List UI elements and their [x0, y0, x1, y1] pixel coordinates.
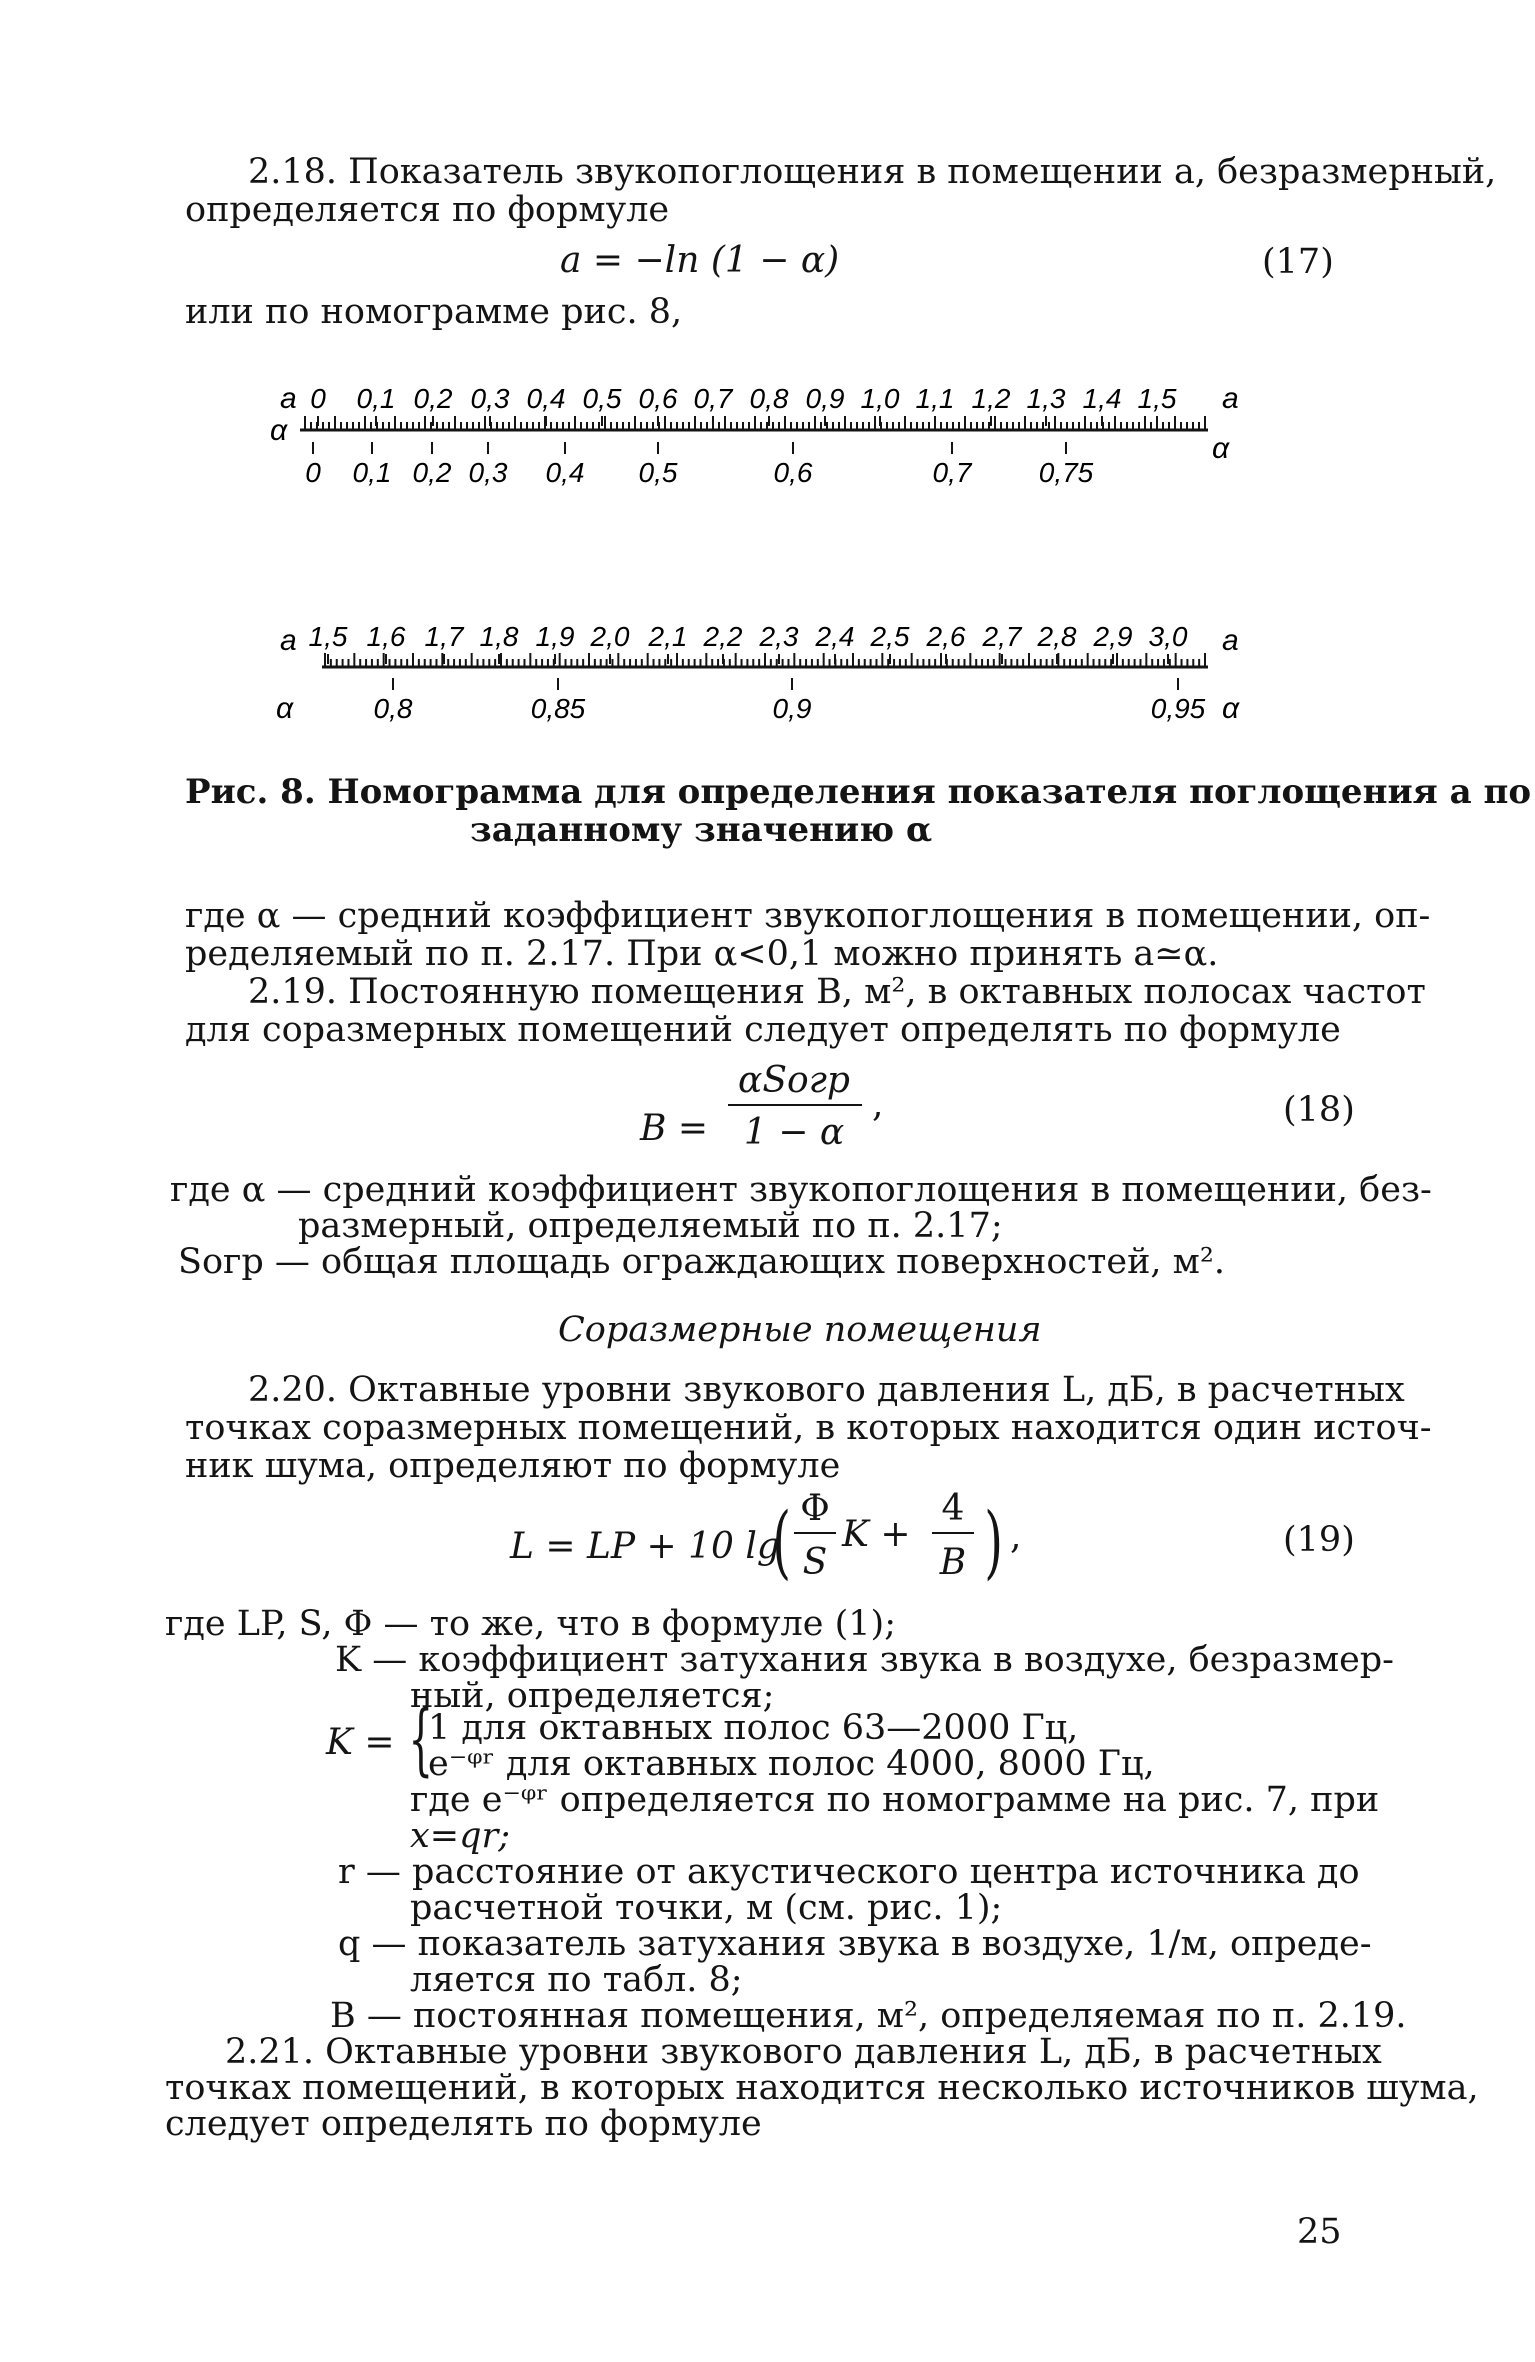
row2-top-label: 1,5: [308, 621, 348, 652]
page-number: 25: [1297, 2212, 1342, 2252]
row1-bottom-label: 0,1: [352, 457, 392, 488]
row1-bottom-label: 0,5: [638, 457, 678, 488]
row1-top-label: 0,5: [582, 383, 622, 414]
row2-top-label: 1,6: [366, 621, 406, 652]
p218-line2: определяется по формуле: [185, 190, 670, 230]
p220-where-r-b: расчетной точки, м (см. рис. 1);: [410, 1888, 1003, 1928]
formula-18-denominator: 1 − α: [743, 1112, 845, 1153]
row2-top-label: 2,3: [759, 621, 799, 652]
k-case2: e⁻ᵠʳ для октавных полос 4000, 8000 Гц,: [428, 1744, 1155, 1784]
row2-bottom-label: 0,85: [530, 693, 586, 724]
row2-bottom-label: 0,9: [772, 693, 812, 724]
p220-where-r-a: r — расстояние от акустического центра источника до: [338, 1852, 1360, 1892]
row2-bottom-label: 0,95: [1150, 693, 1206, 724]
row1-bottom-label: 0,3: [468, 457, 508, 488]
row2-top-label: 1,8: [479, 621, 519, 652]
formula-19-f2-denominator: B: [939, 1542, 967, 1583]
p220-where-b: B — постоянная помещения, м², определяемая по п. 2.19.: [330, 1996, 1407, 2036]
row2-top-label: 2,2: [703, 621, 743, 652]
row1-top-label: 0,8: [749, 383, 789, 414]
p221-line2: точках помещений, в которых находится несколько источников шума,: [165, 2068, 1479, 2108]
formula-18-fraction-bar: [728, 1104, 862, 1106]
k-cases-brace: {: [408, 1695, 434, 1785]
after-fig-line1: где α — средний коэффициент звукопоглощения в помещении, оп-: [185, 896, 1431, 936]
formula-17: a = −ln (1 − α): [560, 240, 840, 281]
nomogram: [0, 370, 1535, 770]
formula-18-numerator: αSогр: [738, 1060, 850, 1101]
p220-where-lp: где LP, S, Φ — то же, что в формуле (1);: [165, 1604, 896, 1644]
eqno-19: (19): [1283, 1520, 1355, 1560]
row2-top-label: 3,0: [1148, 621, 1188, 652]
formula-19-mid: K +: [842, 1514, 911, 1555]
row2-bottom-label: 0,8: [373, 693, 413, 724]
nomogram-scale-2: [276, 621, 1240, 725]
row2-top-end: a: [1222, 624, 1239, 657]
row1-top-end: a: [1222, 382, 1239, 415]
p219-line2: для соразмерных помещений следует определять по формуле: [185, 1010, 1341, 1050]
row1-top-label: 1,4: [1082, 383, 1122, 414]
p219-where1b: размерный, определяемый по п. 2.17;: [298, 1206, 1003, 1246]
formula-19-f2-bar: [932, 1532, 974, 1534]
row1-top-label: 1,2: [971, 383, 1011, 414]
formula-19-lhs: L = LP + 10 lg: [510, 1526, 780, 1567]
row2-top-label: 2,5: [870, 621, 910, 652]
row2-bottom-letter: α: [276, 692, 294, 725]
row2-top-label: 2,1: [648, 621, 688, 652]
p221-line3: следует определять по формуле: [165, 2104, 762, 2144]
row1-top-label: 1,5: [1137, 383, 1177, 414]
row1-top-label: 1,1: [915, 383, 955, 414]
formula-19-f1-bar: [794, 1532, 836, 1534]
after-fig-line2: ределяемый по п. 2.17. При α<0,1 можно принять a≃α.: [185, 934, 1219, 974]
p219-where1a: где α — средний коэффициент звукопоглощения в помещении, без-: [170, 1170, 1432, 1210]
row2-top-label: 1,7: [424, 621, 464, 652]
row1-bottom-label: 0,75: [1038, 457, 1094, 488]
formula-19-f1-denominator: S: [802, 1542, 828, 1583]
row1-top-label: 0,1: [356, 383, 396, 414]
row2-top-label: 2,9: [1093, 621, 1133, 652]
formula-19-paren-right: ): [984, 1495, 1003, 1588]
formula-18-comma: ,: [872, 1084, 884, 1125]
row1-top-label: 0,4: [526, 383, 566, 414]
p220-line3: ник шума, определяют по формуле: [185, 1446, 841, 1486]
p220-line2: точках соразмерных помещений, в которых находится один источ-: [185, 1408, 1432, 1448]
p220-where-q-b: ляется по табл. 8;: [410, 1960, 743, 2000]
figure-caption-line1: Рис. 8. Номограмма для определения показателя поглощения a по: [185, 772, 1532, 812]
row1-top-letter: a: [280, 382, 297, 415]
k-case1: 1 для октавных полос 63—2000 Гц,: [428, 1708, 1079, 1748]
row2-top-letter: a: [280, 624, 297, 657]
row1-bottom-label: 0,4: [545, 457, 585, 488]
section-title: Соразмерные помещения: [558, 1310, 1042, 1350]
formula-19-paren-left: (: [772, 1495, 791, 1588]
p218-line1: 2.18. Показатель звукопоглощения в помещении a, безразмерный,: [248, 152, 1497, 192]
row1-bottom-label: 0: [305, 457, 321, 488]
p219-line1: 2.19. Постоянную помещения B, м², в октавных полосах частот: [248, 972, 1426, 1012]
row2-top-label: 2,6: [926, 621, 966, 652]
k-cases-lhs: K =: [326, 1722, 395, 1763]
row2-top-label: 2,4: [815, 621, 855, 652]
row1-top-label: 1,3: [1026, 383, 1066, 414]
row1-bottom-end: α: [1212, 432, 1230, 465]
row1-bottom-letter: α: [270, 414, 288, 447]
p221-line1: 2.21. Октавные уровни звукового давления L, дБ, в расчетных: [225, 2032, 1382, 2072]
row1-bottom-label: 0,2: [412, 457, 452, 488]
row1-top-label: 0,6: [638, 383, 678, 414]
figure-caption-line2: заданному значению α: [470, 810, 933, 850]
row1-top-label: 0: [310, 383, 326, 414]
row1-top-label: 0,2: [413, 383, 453, 414]
p220-where-e-a: где e⁻ᵠʳ определяется по номограмме на рис. 7, при: [410, 1780, 1380, 1820]
row1-bottom-label: 0,6: [773, 457, 813, 488]
row2-top-label: 1,9: [535, 621, 575, 652]
formula-18-lhs: B =: [640, 1108, 709, 1149]
p218-line3: или по номограмме рис. 8,: [185, 292, 683, 332]
eqno-17: (17): [1262, 242, 1334, 282]
row1-top-label: 0,3: [470, 383, 510, 414]
row1-top-label: 1,0: [860, 383, 900, 414]
formula-19-f1-numerator: Φ: [800, 1488, 830, 1529]
row1-top-label: 0,7: [693, 383, 733, 414]
row2-top-label: 2,7: [982, 621, 1022, 652]
p220-line1: 2.20. Октавные уровни звукового давления L, дБ, в расчетных: [248, 1370, 1405, 1410]
row1-bottom-label: 0,7: [932, 457, 972, 488]
row2-top-label: 2,8: [1037, 621, 1077, 652]
p220-where-q-a: q — показатель затухания звука в воздухе, 1/м, опреде-: [338, 1924, 1372, 1964]
row2-bottom-end: α: [1222, 692, 1240, 725]
p220-where-k-a: K — коэффициент затухания звука в воздухе, безразмер-: [335, 1640, 1395, 1680]
eqno-18: (18): [1283, 1090, 1355, 1130]
p219-where2: Sогр — общая площадь ограждающих поверхностей, м².: [178, 1242, 1226, 1282]
formula-19-comma: ,: [1010, 1516, 1022, 1557]
p220-where-k-b: ный, определяется;: [410, 1676, 775, 1716]
p220-where-e-b: x=qr;: [410, 1816, 510, 1856]
formula-19-f2-numerator: 4: [941, 1488, 965, 1529]
row1-top-label: 0,9: [805, 383, 845, 414]
row2-top-label: 2,0: [590, 621, 630, 652]
nomogram-scale-1: [270, 382, 1239, 488]
